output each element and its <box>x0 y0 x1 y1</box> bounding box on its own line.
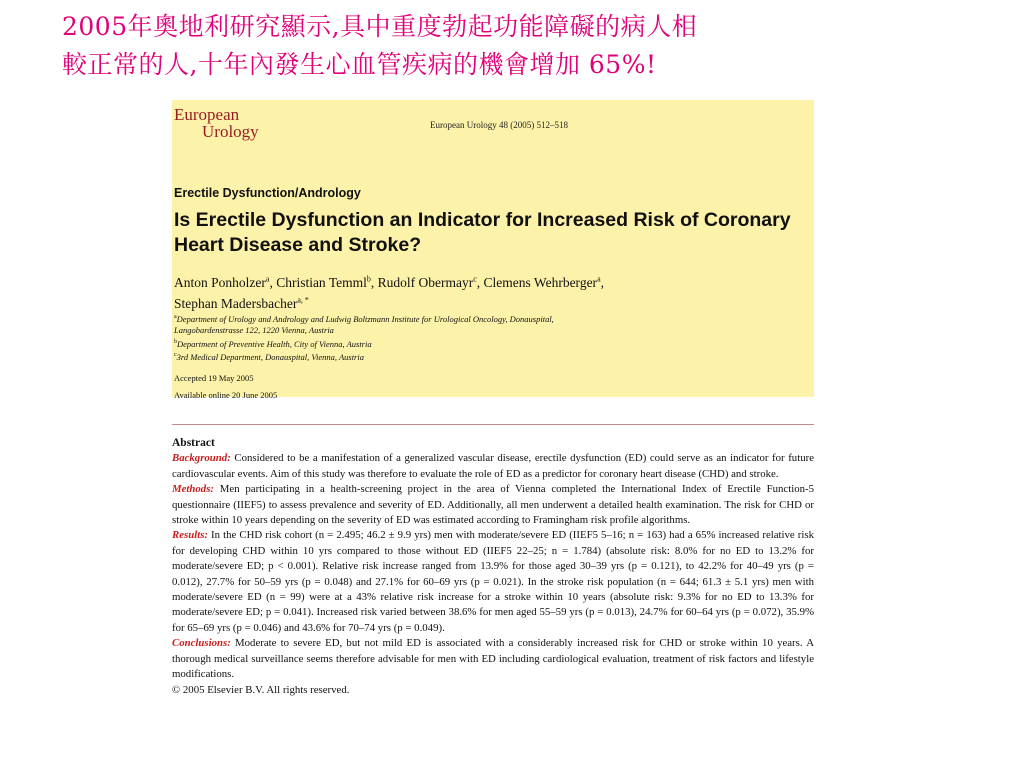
abstract-conclusions: Conclusions: Moderate to severe ED, but not mild ED is associated with a considerably increased risk for CHD or stroke within 10 years. A thorough medical surveillance seems therefore advisable for men with ED including cardiological evaluation, treatment of risk factors and lifestyle modifications. <box>172 637 814 681</box>
affiliation: $^b$Department of Preventive Health, City of Vienna, Austria <box>174 338 372 349</box>
slide-title-line-1: 2005年奧地利研究顯示,具中重度勃起功能障礙的病人相 <box>62 12 698 41</box>
abstract-background: Background: Considered to be a manifestation of a generalized vascular disease, erectile dysfunction (ED) could serve as an indicator for future cardiovascular events. Aim of this study was therefore to evaluate the role of ED as a predictor for coronary heart disease (CHD) and stroke. <box>172 452 814 480</box>
journal-citation: European Urology 48 (2005) 512–518 <box>430 120 568 130</box>
journal-logo-line-1: European <box>174 105 240 124</box>
journal-logo-line-2: Urology <box>202 122 259 141</box>
slide-title-line-2: 較正常的人,十年內發生心血管疾病的機會增加 65%! <box>62 50 657 79</box>
online-date: Available online 20 June 2005 <box>174 390 278 400</box>
affiliation: $^a$Department of Urology and Andrology and Ludwig Boltzmann Institute for Urological Oncology, Donauspital, <box>174 313 554 324</box>
abstract-methods: Methods: Men participating in a health-screening project in the area of Vienna completed the International Index of Erectile Function-5 questionnaire (IIEF5) to assess prevalence and severity of ED. Additionally, all men underwent a detailed health examination. The risk for CHD or stroke within 10 years depending on the severity of ED was estimated according to Framingham risk profile algorithms. <box>172 483 814 527</box>
author: Christian Temml$^b$, <box>276 274 378 290</box>
paper-excerpt <box>172 100 814 696</box>
abstract-heading: Abstract <box>172 437 215 449</box>
publication-dates <box>174 370 277 404</box>
abstract-results: Results: In the CHD risk cohort (n = 2.495; 46.2 ± 9.9 yrs) men with moderate/severe ED (IIEF5 5–16; n = 163) had a 65% increased relative risk for developing CHD within 10 yrs compared to those without ED (IIEF5 22–25; n = 1.784) (absolute risk: 8.0% for no ED to 13.2% for moderate/severe ED; p < 0.001). Relative risk increase ranged from 13.9% for those aged 30–39 yrs (p = 0.121), to 42.2% for 40–49 yrs (p = 0.012), 27.7% for 50–59 yrs (p = 0.048) and 27.1% for 60–69 yrs (p = 0.021). In the stroke risk population (n = 644; 61.3 ± 5.1 yrs) men with moderate/severe ED (n = 99) were at a 43% relative risk increase for a stroke within 10 years (absolute risk: 9.3% for no ED to 13.3% for moderate/severe ED; p = 0.041). Increased risk varied between 38.6% for men aged 55–59 yrs (p = 0.013), 24.7% for 60–64 yrs (p = 0.072), 35.9% for 65–69 yrs (p = 0.046) and 43.6% for 70–74 yrs (p = 0.049). <box>172 529 814 634</box>
author-list <box>174 270 794 313</box>
divider <box>172 424 814 425</box>
author: Anton Ponholzer$^a$, <box>174 274 277 290</box>
affiliation-list <box>174 312 794 363</box>
accepted-date: Accepted 19 May 2005 <box>174 373 254 383</box>
journal-logo <box>174 106 259 140</box>
paper-title: Is Erectile Dysfunction an Indicator for Increased Risk of Coronary Heart Disease and Stroke? <box>174 209 791 256</box>
affiliation: $^c$3rd Medical Department, Donauspital, Vienna, Austria <box>174 351 364 362</box>
affiliation: Langobardenstrasse 122, 1220 Vienna, Austria <box>174 325 334 336</box>
author: Stephan Madersbacher$^{a, *}$ <box>174 295 309 311</box>
slide-title <box>62 8 962 84</box>
abstract <box>172 436 814 698</box>
copyright-line: © 2005 Elsevier B.V. All rights reserved. <box>172 683 350 696</box>
author: Clemens Wehrberger$^a$, <box>483 274 604 290</box>
paper-header <box>172 100 814 400</box>
author: Rudolf Obermayr$^c$, <box>377 274 484 290</box>
section-heading: Erectile Dysfunction/Andrology <box>174 186 361 200</box>
